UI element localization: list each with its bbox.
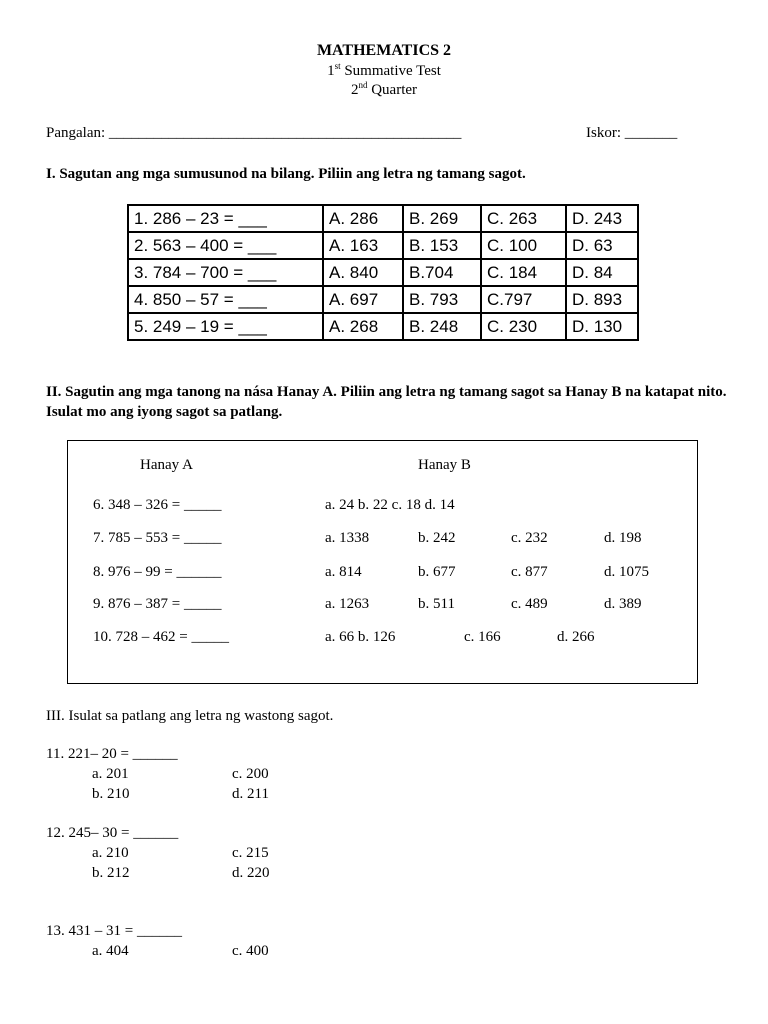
choice-cell: B.704 — [403, 259, 481, 286]
table-row — [128, 259, 638, 286]
choice-cell: A. 840 — [323, 259, 403, 286]
part3-question: 11. 221– 20 = ______ — [46, 746, 178, 762]
part2-instruction: II. Sagutin ang mga tanong na nása Hanay A. Piliin ang letra ng tamang sagot sa Hanay B na katapat nito. Isulat mo ang iyong sagot sa patlang. — [46, 384, 727, 420]
table-row — [128, 313, 638, 340]
hanay-b-option: a. 66 b. 126 — [325, 629, 396, 645]
choice-cell: D. 63 — [566, 232, 638, 259]
choice-cell: A. 697 — [323, 286, 403, 313]
table-row — [128, 205, 638, 232]
choice-cell: B. 248 — [403, 313, 481, 340]
part2-box — [67, 440, 698, 684]
page-title: MATHEMATICS 2 — [316, 42, 452, 59]
choice-cell: D. 243 — [566, 205, 638, 232]
part1-table — [127, 204, 639, 341]
table-row — [128, 286, 638, 313]
choice-cell: A. 163 — [323, 232, 403, 259]
hanay-b-option: a. 1263 — [325, 596, 370, 612]
choice-cell: C. 263 — [481, 205, 566, 232]
question-cell: 5. 249 – 19 = ___ — [128, 313, 323, 340]
quarter-subtitle — [0, 82, 768, 99]
choice-cell: D. 84 — [566, 259, 638, 286]
hanay-a-item: 7. 785 – 553 = _____ — [93, 530, 222, 546]
hanay-b-option: c. 232 — [511, 530, 548, 546]
hanay-b-option: a. 814 — [325, 564, 362, 580]
part3-option: c. 215 — [232, 845, 269, 861]
part3-option: d. 211 — [232, 786, 269, 802]
hanay-b-option: d. 198 — [604, 530, 642, 546]
part3-option: c. 200 — [232, 766, 269, 782]
column-a-header: Hanay A — [140, 457, 193, 473]
subtitle-superscript: st — [334, 61, 341, 71]
choice-cell: B. 793 — [403, 286, 481, 313]
question-cell: 4. 850 – 57 = ___ — [128, 286, 323, 313]
quarter-superscript: nd — [358, 80, 368, 90]
hanay-b-option: d. 389 — [604, 596, 642, 612]
choice-cell: B. 269 — [403, 205, 481, 232]
choice-cell: C. 230 — [481, 313, 566, 340]
quarter-text: Quarter — [367, 82, 418, 98]
hanay-b-option: a. 24 b. 22 c. 18 d. 14 — [325, 497, 455, 513]
question-cell: 3. 784 – 700 = ___ — [128, 259, 323, 286]
hanay-a-item: 8. 976 – 99 = ______ — [93, 564, 222, 580]
table-row — [128, 232, 638, 259]
test-subtitle — [0, 63, 768, 80]
choice-cell: C. 100 — [481, 232, 566, 259]
hanay-a-item: 10. 728 – 462 = _____ — [93, 629, 229, 645]
hanay-b-option: c. 166 — [464, 629, 501, 645]
part1-instruction: I. Sagutan ang mga sumusunod na bilang. Piliin ang letra ng tamang sagot. — [46, 166, 526, 182]
part3-option: b. 212 — [92, 865, 130, 881]
hanay-a-item: 6. 348 – 326 = _____ — [93, 497, 222, 513]
name-field: Pangalan: _______________________________________________ — [46, 125, 462, 141]
choice-cell: A. 286 — [323, 205, 403, 232]
score-field: Iskor: _______ — [586, 125, 678, 141]
column-b-header: Hanay B — [418, 457, 471, 473]
question-cell: 1. 286 – 23 = ___ — [128, 205, 323, 232]
part3-option: a. 201 — [92, 766, 129, 782]
part3-option: b. 210 — [92, 786, 130, 802]
part3-question: 12. 245– 30 = ______ — [46, 825, 179, 841]
part3-option: a. 404 — [92, 943, 129, 959]
hanay-a-item: 9. 876 – 387 = _____ — [93, 596, 222, 612]
choice-cell: C.797 — [481, 286, 566, 313]
subtitle-text: Summative Test — [340, 63, 441, 79]
quarter-number: 2 — [350, 82, 359, 98]
subtitle-number: 1 — [327, 63, 335, 79]
hanay-b-option: c. 877 — [511, 564, 548, 580]
hanay-b-option: b. 242 — [418, 530, 456, 546]
hanay-b-option: c. 489 — [511, 596, 548, 612]
choice-cell: D. 130 — [566, 313, 638, 340]
choice-cell: B. 153 — [403, 232, 481, 259]
part3-instruction: III. Isulat sa patlang ang letra ng wastong sagot. — [46, 708, 334, 724]
part3-question: 13. 431 – 31 = ______ — [46, 923, 182, 939]
choice-cell: C. 184 — [481, 259, 566, 286]
hanay-b-option: a. 1338 — [325, 530, 370, 546]
part3-option: d. 220 — [232, 865, 270, 881]
choice-cell: A. 268 — [323, 313, 403, 340]
hanay-b-option: b. 511 — [418, 596, 455, 612]
part3-option: a. 210 — [92, 845, 129, 861]
hanay-b-option: d. 266 — [557, 629, 595, 645]
part3-option: c. 400 — [232, 943, 269, 959]
question-cell: 2. 563 – 400 = ___ — [128, 232, 323, 259]
choice-cell: D. 893 — [566, 286, 638, 313]
hanay-b-option: d. 1075 — [604, 564, 649, 580]
hanay-b-option: b. 677 — [418, 564, 456, 580]
